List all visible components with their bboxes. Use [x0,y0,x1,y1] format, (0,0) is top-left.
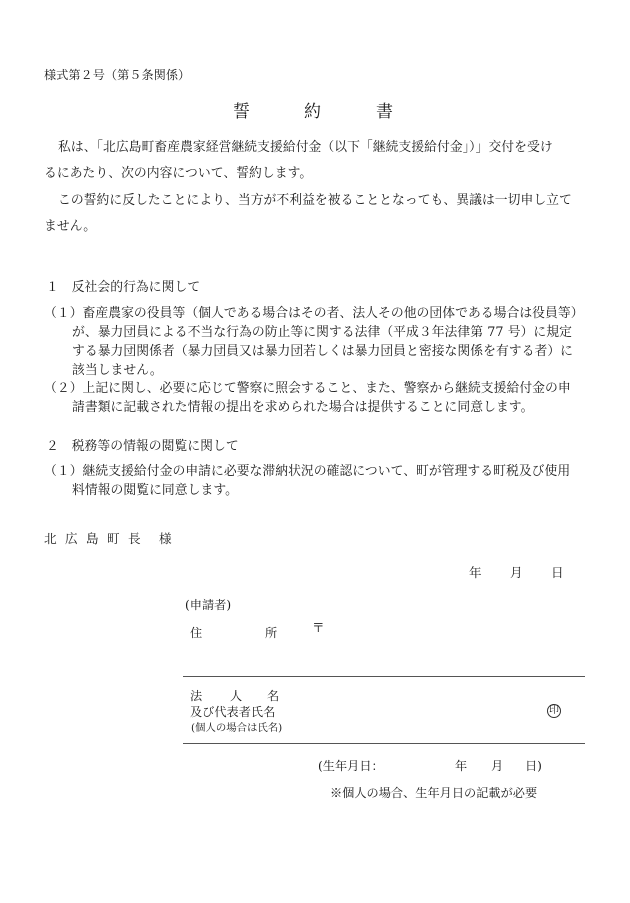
section-2-item-1-line-2: 料情報の閲覧に同意します。 [72,483,238,498]
title-char-3: 書 [376,102,393,122]
intro-line-4: ません。 [44,219,97,234]
section-2-heading: ２ 税務等の情報の閲覧に関して [46,439,239,454]
representative-name-label: 及び代表者氏名 [190,705,276,719]
addressee-char-2: 広 [65,531,78,546]
address-label-char-2: 所 [265,626,278,640]
section-1-item-1-line-2: が、暴力団員による不当な行為の防止等に関する法律（平成３年法律第 77 号）に規定 [72,325,572,340]
corp-label-char-3: 名 [267,689,280,703]
form-number: 様式第２号（第５条関係） [44,68,191,82]
addressee-char-5: 長 [128,531,141,546]
name-underline [183,743,585,744]
birth-month: 月 [491,759,504,773]
title-char-1: 誓 [233,102,250,122]
section-1-item-1-line-3: する暴力団関係者（暴力団員又は暴力団若しくは暴力団員と密接な関係を有する者）に [72,344,574,359]
addressee-char-3: 島 [86,531,99,546]
footnote: ※個人の場合、生年月日の記載が必要 [330,786,538,800]
intro-line-1: 私は、「北広島町畜産農家経営継続支援給付金（以下「継続支援給付金」）」交付を受け [58,140,553,155]
date-day: 日 [551,565,564,580]
section-2-item-1-line-1: （１）継続支援給付金の申請に必要な滞納状況の確認について、町が管理する町税及び使用 [44,464,571,479]
address-underline [183,676,585,677]
birth-year: 年 [455,759,468,773]
birth-date-label: (生年月日： [318,759,384,773]
addressee-char-4: 町 [107,531,120,546]
address-label-char-1: 住 [190,626,203,640]
date-year: 年 [469,565,482,580]
seal-mark: 印 [549,705,559,716]
section-1-item-1-line-1: （１）畜産農家の役員等（個人である場合はその者、法人その他の団体である場合は役員等） [44,306,584,321]
section-1-item-2-line-1: （２）上記に関し、必要に応じて警察に照会すること、また、警察から継続支援給付金の申 [44,381,571,396]
addressee-honorific: 様 [159,531,172,546]
section-1-heading: １ 反社会的行為に関して [46,280,201,295]
postal-mark: 〒 [312,620,325,635]
addressee-char-1: 北 [44,531,57,546]
intro-line-3: この誓約に反したことにより、当方が不利益を被ることとなっても、異議は一切申し立て [58,193,572,208]
intro-line-2: るにあたり、次の内容について、誓約します。 [44,166,313,181]
section-1-item-1-line-4: 該当しません。 [72,363,163,378]
birth-day: 日) [525,759,542,773]
corp-label-char-2: 人 [230,689,243,703]
title-char-2: 約 [304,102,321,122]
corp-label-char-1: 法 [190,689,203,703]
date-month: 月 [510,565,523,580]
applicant-label: (申請者) [185,598,232,612]
section-1-item-2-line-2: 請書類に記載された情報の提出を求められた場合は提供することに同意します。 [72,400,534,415]
individual-name-note: (個人の場合は氏名) [191,722,283,734]
